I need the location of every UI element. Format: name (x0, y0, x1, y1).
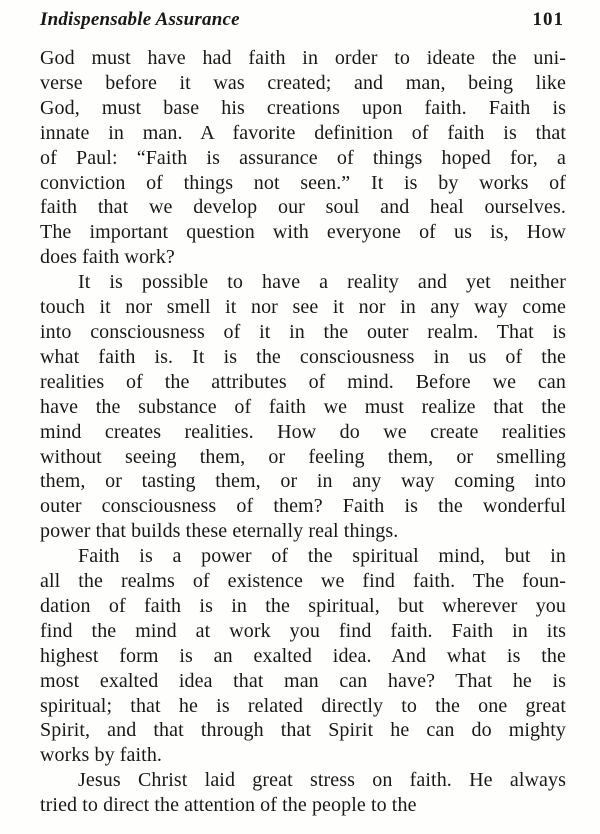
text-line: all the realms of existence we find faith. The foun- (40, 570, 566, 593)
text-line: without seeing them, or feeling them, or smelling (40, 445, 566, 468)
text-line: It is possible to have a reality and yet neither (78, 271, 566, 294)
text-line: them, or tasting them, or in any way coming into (40, 470, 566, 493)
running-head (40, 9, 566, 33)
text-line: conviction of things not seen.” It is by works of (40, 171, 566, 194)
text-line: touch it nor smell it nor see it nor in any way come (40, 296, 566, 319)
body-text (40, 46, 566, 818)
text-line: outer consciousness of them? Faith is the wonderful (40, 495, 566, 518)
text-line: highest form is an exalted idea. And what is the (40, 644, 566, 667)
text-line: of Paul: “Faith is assurance of things hoped for, a (40, 146, 566, 169)
text-line: The important question with everyone of us is, How (40, 221, 566, 244)
text-line: spiritual; that he is related directly to the one great (40, 694, 566, 717)
paragraph (40, 46, 566, 270)
text-line: have the substance of faith we must realize that the (40, 395, 566, 418)
text-line: Faith is a power of the spiritual mind, but in (78, 545, 566, 568)
text-line: mind creates realities. How do we create realities (40, 420, 566, 443)
text-line: God, must base his creations upon faith. Faith is (40, 96, 566, 119)
text-line: Spirit, and that through that Spirit he can do mighty (40, 719, 566, 742)
text-line: God must have had faith in order to ideate the uni- (40, 47, 566, 69)
text-line: into consciousness of it in the outer realm. That is (40, 320, 566, 343)
running-head-title: Indispensable Assurance (40, 9, 240, 30)
text-line: dation of faith is in the spiritual, but wherever you (40, 594, 566, 617)
text-line: find the mind at work you find faith. Faith in its (40, 619, 566, 642)
page-number: 101 (532, 9, 564, 30)
text-line: most exalted idea that man can have? That he is (40, 669, 566, 692)
text-line: realities of the attributes of mind. Before we can (40, 370, 566, 393)
text-line: power that builds these eternally real things. (40, 520, 399, 543)
paragraph (40, 270, 566, 544)
text-line: Jesus Christ laid great stress on faith. He always (78, 769, 566, 792)
text-line: tried to direct the attention of the people to the (40, 794, 417, 817)
text-line: innate in man. A favorite definition of faith is that (40, 121, 566, 144)
text-line: works by faith. (40, 744, 163, 767)
text-line: what faith is. It is the consciousness in us of the (40, 345, 566, 368)
paragraph (40, 544, 566, 768)
text-line: faith that we develop our soul and heal ourselves. (40, 196, 566, 219)
paragraph (40, 768, 566, 818)
text-line: verse before it was created; and man, being like (40, 71, 566, 94)
text-line: does faith work? (40, 246, 175, 269)
